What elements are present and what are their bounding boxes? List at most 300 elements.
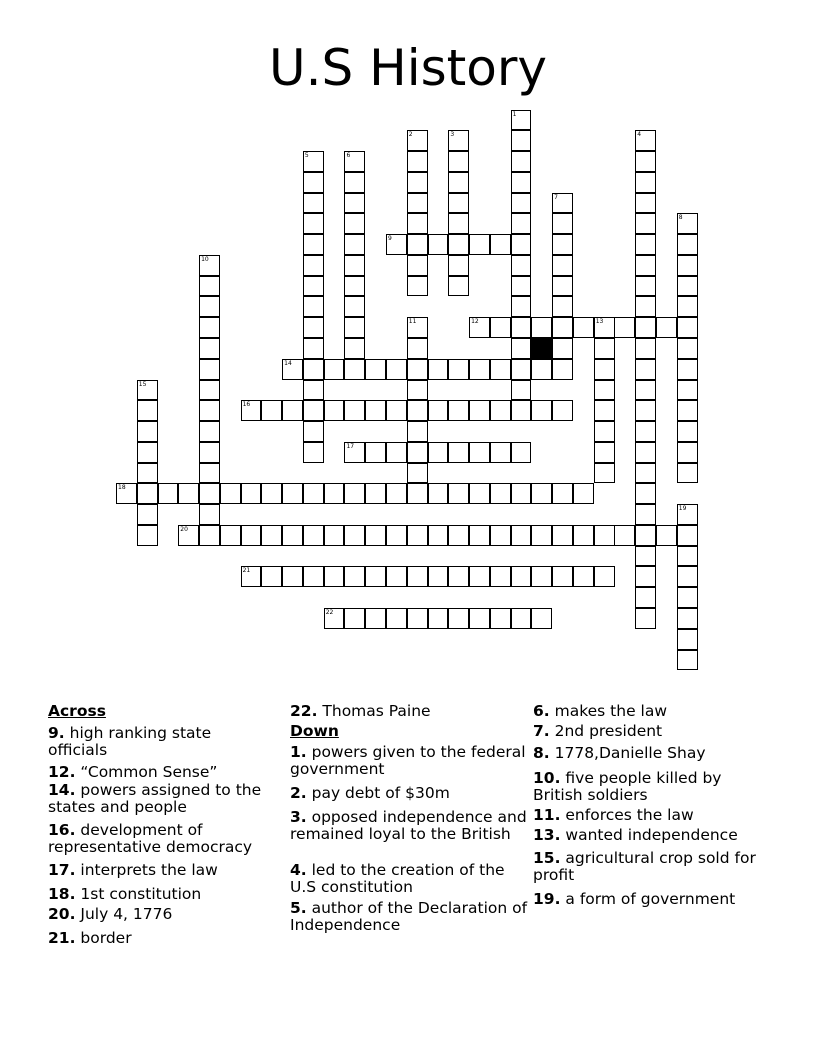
- grid-cell[interactable]: [552, 359, 573, 380]
- grid-cell[interactable]: [282, 483, 303, 504]
- grid-cell[interactable]: [344, 317, 365, 338]
- grid-cell[interactable]: [573, 525, 594, 546]
- grid-cell[interactable]: [407, 172, 428, 193]
- grid-cell[interactable]: [448, 608, 469, 629]
- grid-cell[interactable]: [511, 172, 532, 193]
- grid-cell[interactable]: [344, 566, 365, 587]
- grid-cell[interactable]: [635, 566, 656, 587]
- grid-cell[interactable]: [324, 608, 345, 629]
- black-cell: [531, 338, 552, 359]
- grid-cell[interactable]: [677, 546, 698, 567]
- grid-cell[interactable]: [303, 172, 324, 193]
- grid-cell[interactable]: [490, 525, 511, 546]
- clue-number: 19.: [533, 890, 561, 908]
- grid-cell[interactable]: [407, 130, 428, 151]
- grid-cell[interactable]: [448, 213, 469, 234]
- grid-cell[interactable]: [448, 525, 469, 546]
- grid-cell[interactable]: [199, 359, 220, 380]
- down-clue: [533, 807, 768, 824]
- grid-cell[interactable]: [635, 151, 656, 172]
- grid-cell[interactable]: [407, 234, 428, 255]
- grid-cell[interactable]: [677, 234, 698, 255]
- grid-cell[interactable]: [677, 213, 698, 234]
- across-clue: [48, 725, 273, 759]
- grid-cell[interactable]: [261, 400, 282, 421]
- clue-number: 8: [678, 214, 683, 222]
- grid-cell[interactable]: [261, 483, 282, 504]
- grid-cell[interactable]: [116, 483, 137, 504]
- grid-cell[interactable]: [303, 338, 324, 359]
- grid-cell[interactable]: [137, 463, 158, 484]
- grid-cell[interactable]: [199, 504, 220, 525]
- grid-cell[interactable]: [199, 421, 220, 442]
- clue-number: 22: [325, 608, 334, 616]
- clue-text: enforces the law: [560, 806, 694, 824]
- grid-cell[interactable]: [511, 255, 532, 276]
- grid-cell[interactable]: [469, 400, 490, 421]
- clue-number: 12: [471, 318, 479, 326]
- clue-number: 11: [408, 318, 417, 326]
- grid-cell[interactable]: [324, 483, 345, 504]
- grid-cell[interactable]: [448, 193, 469, 214]
- grid-cell[interactable]: [303, 255, 324, 276]
- grid-cell[interactable]: [386, 566, 407, 587]
- grid-cell[interactable]: [407, 213, 428, 234]
- grid-cell[interactable]: [178, 483, 199, 504]
- grid-cell[interactable]: [448, 400, 469, 421]
- clue-text: powers given to the federal government: [290, 743, 526, 778]
- grid-cell[interactable]: [199, 525, 220, 546]
- grid-cell[interactable]: [448, 276, 469, 297]
- grid-cell[interactable]: [303, 421, 324, 442]
- grid-cell[interactable]: [552, 566, 573, 587]
- grid-cell[interactable]: [386, 400, 407, 421]
- grid-cell[interactable]: [324, 525, 345, 546]
- clue-number: 16.: [48, 821, 76, 839]
- grid-cell[interactable]: [531, 608, 552, 629]
- grid-cell[interactable]: [199, 380, 220, 401]
- grid-cell[interactable]: [407, 276, 428, 297]
- grid-cell[interactable]: [594, 566, 615, 587]
- grid-cell[interactable]: [677, 525, 698, 546]
- down-clue: [290, 809, 530, 843]
- grid-cell[interactable]: [469, 317, 490, 338]
- grid-cell[interactable]: [635, 421, 656, 442]
- grid-cell[interactable]: [344, 255, 365, 276]
- grid-cell[interactable]: [635, 587, 656, 608]
- grid-cell[interactable]: [303, 276, 324, 297]
- grid-cell[interactable]: [261, 566, 282, 587]
- grid-cell[interactable]: [365, 400, 386, 421]
- grid-cell[interactable]: [448, 255, 469, 276]
- grid-cell[interactable]: [573, 566, 594, 587]
- grid-cell[interactable]: [407, 483, 428, 504]
- grid-cell[interactable]: [594, 359, 615, 380]
- grid-cell[interactable]: [428, 566, 449, 587]
- grid-cell[interactable]: [448, 442, 469, 463]
- grid-cell[interactable]: [407, 151, 428, 172]
- clue-number: 5.: [290, 899, 307, 917]
- grid-cell[interactable]: [677, 338, 698, 359]
- grid-cell[interactable]: [344, 172, 365, 193]
- grid-cell[interactable]: [490, 234, 511, 255]
- grid-cell[interactable]: [635, 338, 656, 359]
- grid-cell[interactable]: [407, 255, 428, 276]
- grid-cell[interactable]: [282, 359, 303, 380]
- grid-cell[interactable]: [677, 421, 698, 442]
- grid-cell[interactable]: [656, 317, 677, 338]
- grid-cell[interactable]: [344, 359, 365, 380]
- clue-number: 7.: [533, 722, 550, 740]
- grid-cell[interactable]: [365, 566, 386, 587]
- grid-cell[interactable]: [511, 608, 532, 629]
- grid-cell[interactable]: [677, 255, 698, 276]
- grid-cell[interactable]: [635, 296, 656, 317]
- grid-cell[interactable]: [241, 525, 262, 546]
- grid-cell[interactable]: [199, 483, 220, 504]
- grid-cell[interactable]: [448, 151, 469, 172]
- grid-cell[interactable]: [428, 442, 449, 463]
- grid-cell[interactable]: [490, 400, 511, 421]
- grid-cell[interactable]: [303, 317, 324, 338]
- grid-cell[interactable]: [469, 234, 490, 255]
- grid-cell[interactable]: [199, 338, 220, 359]
- grid-cell[interactable]: [344, 296, 365, 317]
- grid-cell[interactable]: [428, 525, 449, 546]
- grid-cell[interactable]: [511, 213, 532, 234]
- grid-cell[interactable]: [677, 587, 698, 608]
- grid-cell[interactable]: [365, 608, 386, 629]
- grid-cell[interactable]: [511, 151, 532, 172]
- grid-cell[interactable]: [511, 317, 532, 338]
- grid-cell[interactable]: [469, 483, 490, 504]
- clue-number: 15.: [533, 849, 561, 867]
- grid-cell[interactable]: [594, 421, 615, 442]
- grid-cell[interactable]: [594, 463, 615, 484]
- grid-cell[interactable]: [199, 296, 220, 317]
- grid-cell[interactable]: [594, 317, 615, 338]
- grid-cell[interactable]: [552, 400, 573, 421]
- grid-cell[interactable]: [677, 296, 698, 317]
- across-clue: [48, 822, 273, 856]
- grid-cell[interactable]: [490, 483, 511, 504]
- grid-cell[interactable]: [677, 400, 698, 421]
- grid-cell[interactable]: [531, 359, 552, 380]
- grid-cell[interactable]: [511, 483, 532, 504]
- grid-cell[interactable]: [344, 193, 365, 214]
- grid-cell[interactable]: [511, 110, 532, 131]
- grid-cell[interactable]: [635, 380, 656, 401]
- grid-cell[interactable]: [220, 525, 241, 546]
- grid-cell[interactable]: [407, 525, 428, 546]
- grid-cell[interactable]: [365, 483, 386, 504]
- grid-cell[interactable]: [677, 608, 698, 629]
- grid-cell[interactable]: [511, 442, 532, 463]
- grid-cell[interactable]: [199, 317, 220, 338]
- grid-cell[interactable]: [137, 400, 158, 421]
- grid-cell[interactable]: [324, 400, 345, 421]
- grid-cell[interactable]: [552, 234, 573, 255]
- clue-number: 13.: [533, 826, 561, 844]
- grid-cell[interactable]: [344, 483, 365, 504]
- grid-cell[interactable]: [490, 359, 511, 380]
- grid-cell[interactable]: [511, 234, 532, 255]
- grid-cell[interactable]: [365, 359, 386, 380]
- grid-cell[interactable]: [677, 276, 698, 297]
- grid-cell[interactable]: [677, 317, 698, 338]
- grid-cell[interactable]: [407, 338, 428, 359]
- clue-text: July 4, 1776: [75, 905, 173, 923]
- grid-cell[interactable]: [511, 525, 532, 546]
- grid-cell[interactable]: [635, 504, 656, 525]
- grid-cell[interactable]: [552, 193, 573, 214]
- grid-cell[interactable]: [448, 130, 469, 151]
- grid-cell[interactable]: [635, 608, 656, 629]
- grid-cell[interactable]: [656, 525, 677, 546]
- grid-cell[interactable]: [531, 525, 552, 546]
- clue-number: 16: [242, 401, 251, 409]
- grid-cell[interactable]: [531, 483, 552, 504]
- grid-cell[interactable]: [490, 442, 511, 463]
- grid-cell[interactable]: [635, 359, 656, 380]
- grid-cell[interactable]: [594, 380, 615, 401]
- grid-cell[interactable]: [407, 380, 428, 401]
- grid-cell[interactable]: [552, 525, 573, 546]
- grid-cell[interactable]: [677, 650, 698, 671]
- grid-cell[interactable]: [511, 400, 532, 421]
- grid-cell[interactable]: [552, 213, 573, 234]
- grid-cell[interactable]: [677, 463, 698, 484]
- grid-cell[interactable]: [490, 317, 511, 338]
- grid-cell[interactable]: [552, 483, 573, 504]
- grid-cell[interactable]: [344, 338, 365, 359]
- grid-cell[interactable]: [407, 442, 428, 463]
- grid-cell[interactable]: [303, 525, 324, 546]
- grid-cell[interactable]: [303, 193, 324, 214]
- grid-cell[interactable]: [511, 566, 532, 587]
- grid-cell[interactable]: [407, 463, 428, 484]
- down-clue: [533, 703, 768, 720]
- grid-cell[interactable]: [677, 566, 698, 587]
- grid-cell[interactable]: [635, 463, 656, 484]
- grid-cell[interactable]: [552, 317, 573, 338]
- grid-cell[interactable]: [594, 442, 615, 463]
- grid-cell[interactable]: [344, 608, 365, 629]
- grid-cell[interactable]: [324, 566, 345, 587]
- grid-cell[interactable]: [511, 193, 532, 214]
- grid-cell[interactable]: [344, 276, 365, 297]
- grid-cell[interactable]: [344, 400, 365, 421]
- grid-cell[interactable]: [241, 400, 262, 421]
- grid-cell[interactable]: [448, 483, 469, 504]
- grid-cell[interactable]: [344, 151, 365, 172]
- grid-cell[interactable]: [448, 172, 469, 193]
- grid-cell[interactable]: [241, 566, 262, 587]
- grid-cell[interactable]: [365, 525, 386, 546]
- grid-cell[interactable]: [511, 380, 532, 401]
- grid-cell[interactable]: [594, 400, 615, 421]
- grid-cell[interactable]: [303, 442, 324, 463]
- grid-cell[interactable]: [344, 442, 365, 463]
- grid-cell[interactable]: [407, 608, 428, 629]
- grid-cell[interactable]: [241, 483, 262, 504]
- grid-cell[interactable]: [428, 234, 449, 255]
- across-clue: [48, 782, 273, 816]
- grid-cell[interactable]: [199, 255, 220, 276]
- grid-cell[interactable]: [199, 463, 220, 484]
- across-heading: Across: [48, 702, 106, 720]
- down-clue: [533, 827, 768, 844]
- clue-text: author of the Declaration of Independence: [290, 899, 528, 934]
- grid-cell[interactable]: [303, 234, 324, 255]
- grid-cell[interactable]: [303, 483, 324, 504]
- grid-cell[interactable]: [490, 566, 511, 587]
- grid-cell[interactable]: [635, 317, 656, 338]
- grid-cell[interactable]: [428, 608, 449, 629]
- clue-number: 17.: [48, 861, 76, 879]
- grid-cell[interactable]: [448, 359, 469, 380]
- grid-cell[interactable]: [386, 608, 407, 629]
- grid-cell[interactable]: [573, 317, 594, 338]
- grid-cell[interactable]: [137, 483, 158, 504]
- grid-cell[interactable]: [303, 213, 324, 234]
- grid-cell[interactable]: [158, 483, 179, 504]
- grid-cell[interactable]: [531, 317, 552, 338]
- grid-cell[interactable]: [365, 442, 386, 463]
- grid-cell[interactable]: [178, 525, 199, 546]
- grid-cell[interactable]: [614, 525, 635, 546]
- grid-cell[interactable]: [199, 276, 220, 297]
- grid-cell[interactable]: [511, 359, 532, 380]
- grid-cell[interactable]: [531, 400, 552, 421]
- grid-cell[interactable]: [303, 296, 324, 317]
- grid-cell[interactable]: [677, 359, 698, 380]
- grid-cell[interactable]: [552, 338, 573, 359]
- grid-cell[interactable]: [635, 172, 656, 193]
- clue-number: 14: [284, 359, 292, 367]
- grid-cell[interactable]: [199, 400, 220, 421]
- grid-cell[interactable]: [469, 359, 490, 380]
- clue-number: 11.: [533, 806, 561, 824]
- clue-number: 21.: [48, 929, 76, 947]
- grid-cell[interactable]: [448, 566, 469, 587]
- grid-cell[interactable]: [531, 566, 552, 587]
- grid-cell[interactable]: [407, 421, 428, 442]
- grid-cell[interactable]: [303, 359, 324, 380]
- grid-cell[interactable]: [511, 338, 532, 359]
- grid-cell[interactable]: [386, 442, 407, 463]
- grid-cell[interactable]: [511, 130, 532, 151]
- clue-number: 6: [346, 152, 351, 160]
- clue-number: 2: [408, 131, 413, 139]
- grid-cell[interactable]: [677, 442, 698, 463]
- grid-cell[interactable]: [303, 400, 324, 421]
- grid-cell[interactable]: [635, 255, 656, 276]
- grid-cell[interactable]: [469, 525, 490, 546]
- grid-cell[interactable]: [386, 234, 407, 255]
- grid-cell[interactable]: [407, 400, 428, 421]
- grid-cell[interactable]: [635, 193, 656, 214]
- grid-cell[interactable]: [448, 234, 469, 255]
- grid-cell[interactable]: [324, 359, 345, 380]
- grid-cell[interactable]: [469, 608, 490, 629]
- grid-cell[interactable]: [386, 525, 407, 546]
- grid-cell[interactable]: [386, 483, 407, 504]
- grid-cell[interactable]: [282, 566, 303, 587]
- grid-cell[interactable]: [677, 380, 698, 401]
- grid-cell[interactable]: [199, 442, 220, 463]
- grid-cell[interactable]: [303, 151, 324, 172]
- down-clue: [290, 785, 530, 802]
- clue-text: border: [75, 929, 132, 947]
- grid-cell[interactable]: [137, 380, 158, 401]
- grid-cell[interactable]: [220, 483, 241, 504]
- grid-cell[interactable]: [303, 380, 324, 401]
- grid-cell[interactable]: [137, 421, 158, 442]
- across-clue: [48, 906, 273, 923]
- grid-cell[interactable]: [635, 483, 656, 504]
- grid-cell[interactable]: [594, 338, 615, 359]
- grid-cell[interactable]: [344, 234, 365, 255]
- grid-cell[interactable]: [573, 483, 594, 504]
- grid-cell[interactable]: [635, 400, 656, 421]
- grid-cell[interactable]: [137, 525, 158, 546]
- grid-cell[interactable]: [552, 296, 573, 317]
- grid-cell[interactable]: [635, 130, 656, 151]
- grid-cell[interactable]: [635, 213, 656, 234]
- grid-cell[interactable]: [635, 234, 656, 255]
- grid-cell[interactable]: [428, 400, 449, 421]
- grid-cell[interactable]: [469, 566, 490, 587]
- grid-cell[interactable]: [635, 525, 656, 546]
- grid-cell[interactable]: [428, 359, 449, 380]
- grid-cell[interactable]: [407, 359, 428, 380]
- grid-cell[interactable]: [303, 566, 324, 587]
- grid-cell[interactable]: [552, 255, 573, 276]
- clue-number: 12.: [48, 763, 76, 781]
- grid-cell[interactable]: [490, 608, 511, 629]
- grid-cell[interactable]: [137, 442, 158, 463]
- grid-cell[interactable]: [635, 442, 656, 463]
- clue-text: pay debt of $30m: [306, 784, 450, 802]
- clue-text: led to the creation of the U.S constitution: [290, 861, 505, 896]
- grid-cell[interactable]: [511, 296, 532, 317]
- grid-cell[interactable]: [594, 525, 615, 546]
- grid-cell[interactable]: [511, 276, 532, 297]
- grid-cell[interactable]: [469, 442, 490, 463]
- clue-number: 5: [304, 152, 309, 160]
- grid-cell[interactable]: [407, 193, 428, 214]
- grid-cell[interactable]: [137, 504, 158, 525]
- clue-number: 22.: [290, 702, 318, 720]
- grid-cell[interactable]: [344, 213, 365, 234]
- grid-cell[interactable]: [428, 483, 449, 504]
- grid-cell[interactable]: [635, 546, 656, 567]
- grid-cell[interactable]: [407, 566, 428, 587]
- clue-number: 4.: [290, 861, 307, 879]
- grid-cell[interactable]: [614, 317, 635, 338]
- grid-cell[interactable]: [261, 525, 282, 546]
- grid-cell[interactable]: [386, 359, 407, 380]
- grid-cell[interactable]: [282, 400, 303, 421]
- grid-cell[interactable]: [344, 525, 365, 546]
- grid-cell[interactable]: [635, 276, 656, 297]
- grid-cell[interactable]: [407, 317, 428, 338]
- grid-cell[interactable]: [282, 525, 303, 546]
- grid-cell[interactable]: [677, 504, 698, 525]
- grid-cell[interactable]: [552, 276, 573, 297]
- grid-cell[interactable]: [677, 629, 698, 650]
